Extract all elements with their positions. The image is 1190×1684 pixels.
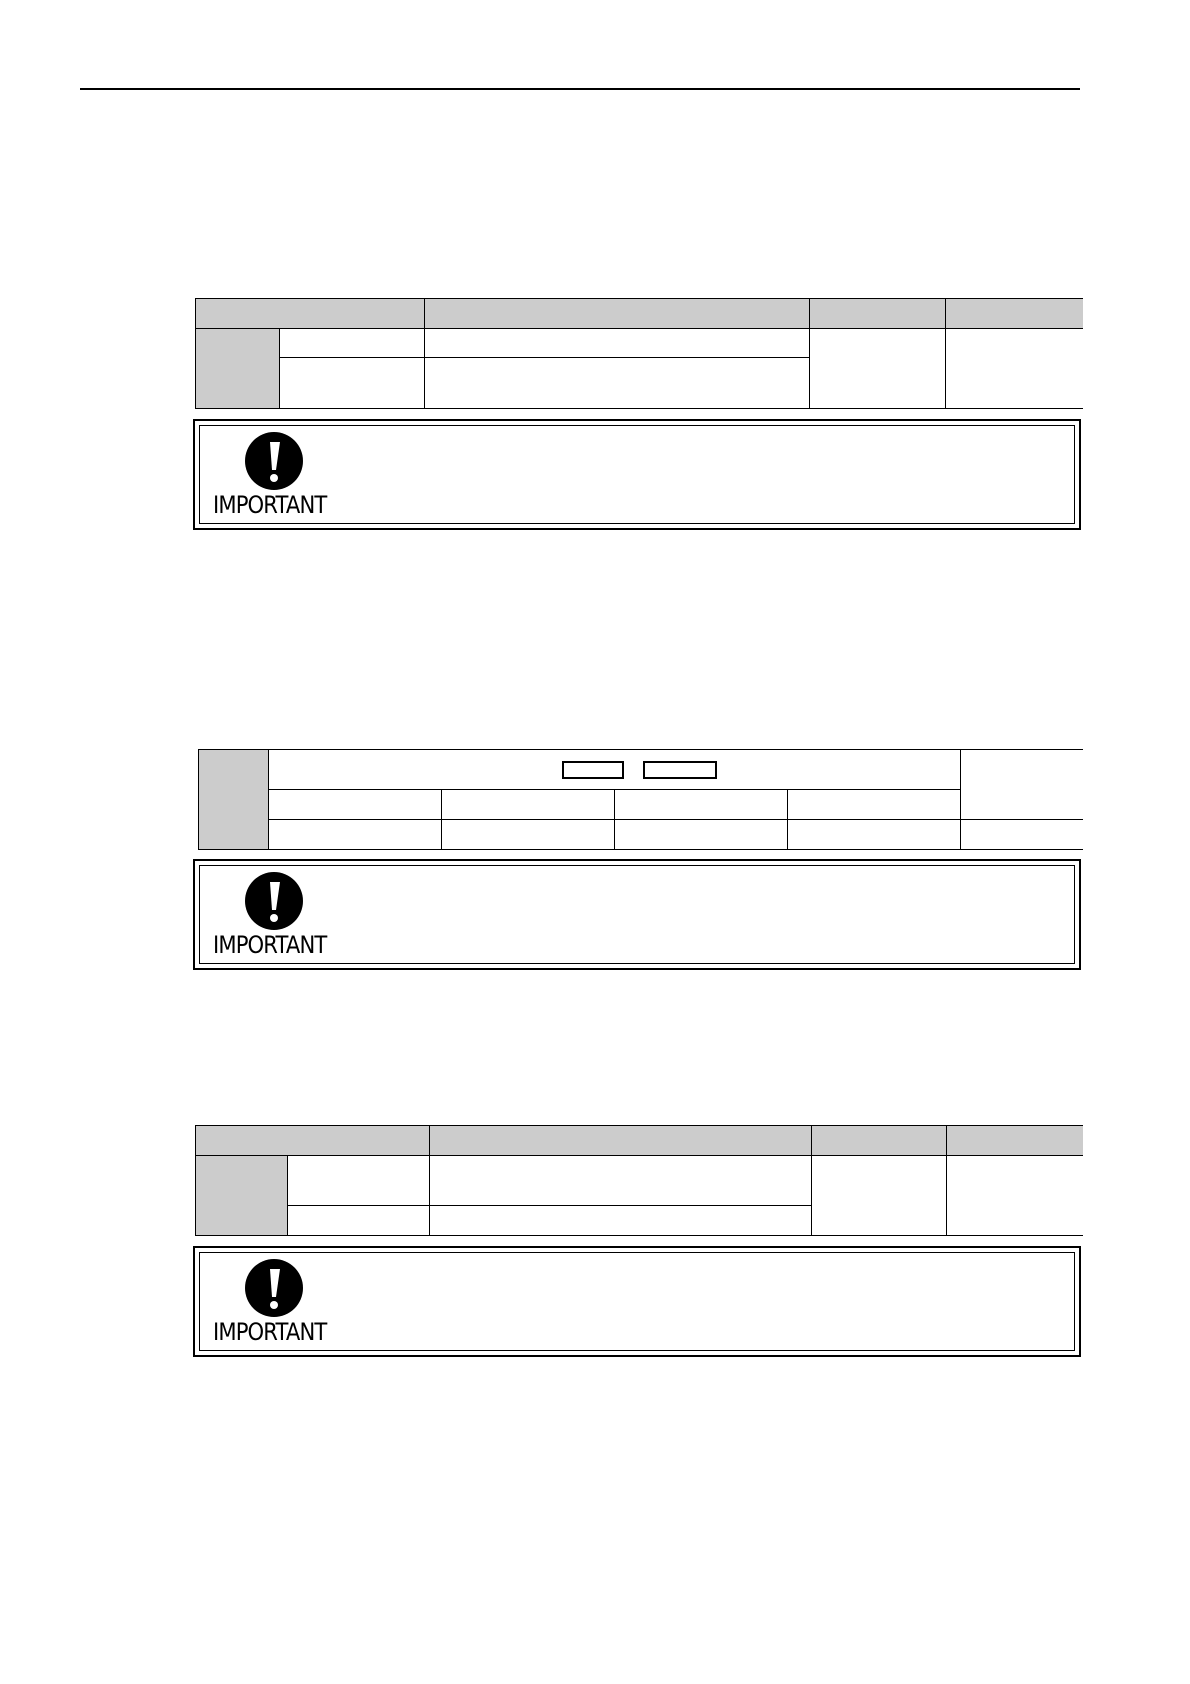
table-cell xyxy=(961,820,1083,850)
value-box xyxy=(562,761,624,779)
page-header-rule xyxy=(80,88,1080,90)
header-cell xyxy=(430,1126,812,1156)
header-cell xyxy=(947,1126,1083,1156)
table-cell xyxy=(425,329,810,358)
row-group-cell xyxy=(199,750,269,850)
table-cell xyxy=(442,790,615,820)
important-note xyxy=(193,1246,1081,1357)
table-cell xyxy=(288,1156,430,1206)
important-label: IMPORTANT xyxy=(213,491,327,519)
important-note xyxy=(193,419,1081,530)
table-cell xyxy=(430,1206,812,1236)
table-cell xyxy=(810,329,946,409)
table-cell xyxy=(425,358,810,409)
important-label: IMPORTANT xyxy=(213,931,327,959)
table-cell xyxy=(947,1156,1083,1236)
table-cell xyxy=(430,1156,812,1206)
header-cell xyxy=(196,1126,430,1156)
table-cell xyxy=(615,790,788,820)
table-header-row xyxy=(196,1126,1083,1156)
table-row xyxy=(199,750,1083,790)
header-cell xyxy=(946,299,1083,329)
table-row xyxy=(196,1156,1083,1206)
parameter-table-2 xyxy=(198,749,1083,850)
table-cell xyxy=(961,750,1083,820)
table-cell xyxy=(288,1206,430,1236)
table-cell xyxy=(269,790,442,820)
table-header-row xyxy=(196,299,1083,329)
header-cell xyxy=(425,299,810,329)
table-row xyxy=(199,790,1083,820)
table-cell xyxy=(788,820,961,850)
table-cell xyxy=(269,820,442,850)
table-cell xyxy=(269,750,961,790)
table-cell xyxy=(946,329,1083,409)
exclamation-circle-icon xyxy=(245,432,303,490)
parameter-table-3 xyxy=(195,1125,1083,1236)
value-box xyxy=(643,761,717,779)
row-group-cell xyxy=(196,329,280,409)
table-cell xyxy=(280,329,425,358)
table-cell xyxy=(442,820,615,850)
table-cell xyxy=(280,358,425,409)
table-cell xyxy=(788,790,961,820)
header-cell xyxy=(196,299,425,329)
table-cell xyxy=(615,820,788,850)
header-cell xyxy=(810,299,946,329)
important-note xyxy=(193,859,1081,970)
table-row xyxy=(199,820,1083,850)
header-cell xyxy=(812,1126,947,1156)
exclamation-circle-icon xyxy=(245,872,303,930)
important-label: IMPORTANT xyxy=(213,1318,327,1346)
parameter-table-1 xyxy=(195,298,1083,409)
table-row xyxy=(196,329,1083,358)
table-cell xyxy=(812,1156,947,1236)
exclamation-circle-icon xyxy=(245,1259,303,1317)
row-group-cell xyxy=(196,1156,288,1236)
